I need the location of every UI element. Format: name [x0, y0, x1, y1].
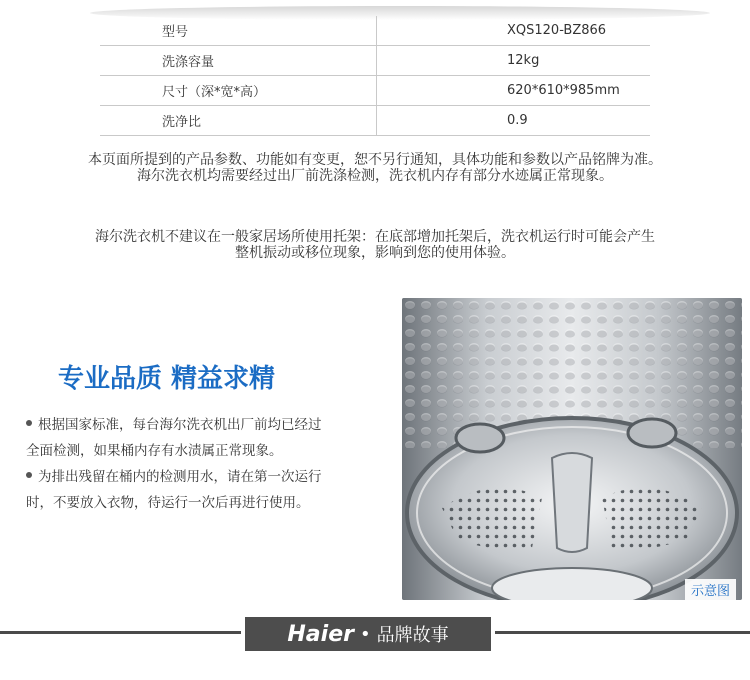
table-row	[100, 76, 650, 106]
spec-label-model: 型号	[100, 16, 377, 46]
image-caption: 示意图	[685, 579, 736, 600]
spec-value-dimensions: 620*610*985mm	[377, 76, 651, 106]
spec-label-dimensions: 尺寸（深*宽*高）	[100, 76, 377, 106]
spec-value-wash-ratio: 0.9	[377, 106, 651, 136]
params-notice-line2: 海尔洗衣机均需要经过出厂前洗涤检测，洗衣机内存有部分水迹属正常现象。	[137, 168, 613, 184]
bracket-notice-line1: 海尔洗衣机不建议在一般家居场所使用托架：在底部增加托架后，洗衣机运行时可能会产生	[95, 229, 655, 245]
spec-label-wash-ratio: 洗净比	[100, 106, 377, 136]
drum-image	[402, 298, 742, 600]
table-row	[100, 46, 650, 76]
brand-story-label: 品牌故事	[376, 625, 449, 646]
feature-bullets	[26, 412, 366, 516]
bracket-notice-line2: 整机振动或移位现象，影响到您的使用体验。	[235, 245, 515, 261]
bullet-dot-icon	[26, 472, 32, 478]
spec-value-capacity: 12kg	[377, 46, 651, 76]
bullet-dot-icon	[26, 420, 32, 426]
brand-banner	[241, 613, 495, 655]
spec-label-capacity: 洗涤容量	[100, 46, 377, 76]
spec-value-model: XQS120-BZ866	[377, 16, 651, 46]
bullet-text: 时，不要放入衣物，待运行一次后再进行使用。	[26, 495, 310, 511]
haier-logo: Haier	[287, 621, 354, 647]
params-notice	[0, 152, 750, 184]
brand-banner-inner	[245, 617, 491, 651]
table-row	[100, 106, 650, 136]
bullet-text: 全面检测，如果桶内存有水渍属正常现象。	[26, 443, 283, 459]
bullet-text: 根据国家标准，每台海尔洗衣机出厂前均已经过	[38, 417, 322, 433]
params-notice-line1: 本页面所提到的产品参数、功能如有变更，恕不另行通知，具体功能和参数以产品铭牌为准。	[88, 152, 662, 168]
separator-dot-icon: •	[359, 623, 371, 645]
list-item	[26, 464, 366, 516]
table-row	[100, 16, 650, 46]
list-item	[26, 412, 366, 464]
bracket-notice	[0, 229, 750, 261]
drum-illustration	[402, 298, 742, 600]
feature-title: 专业品质 精益求精	[58, 364, 276, 394]
bullet-text: 为排出残留在桶内的检测用水，请在第一次运行	[38, 469, 322, 485]
spec-table	[100, 16, 650, 136]
